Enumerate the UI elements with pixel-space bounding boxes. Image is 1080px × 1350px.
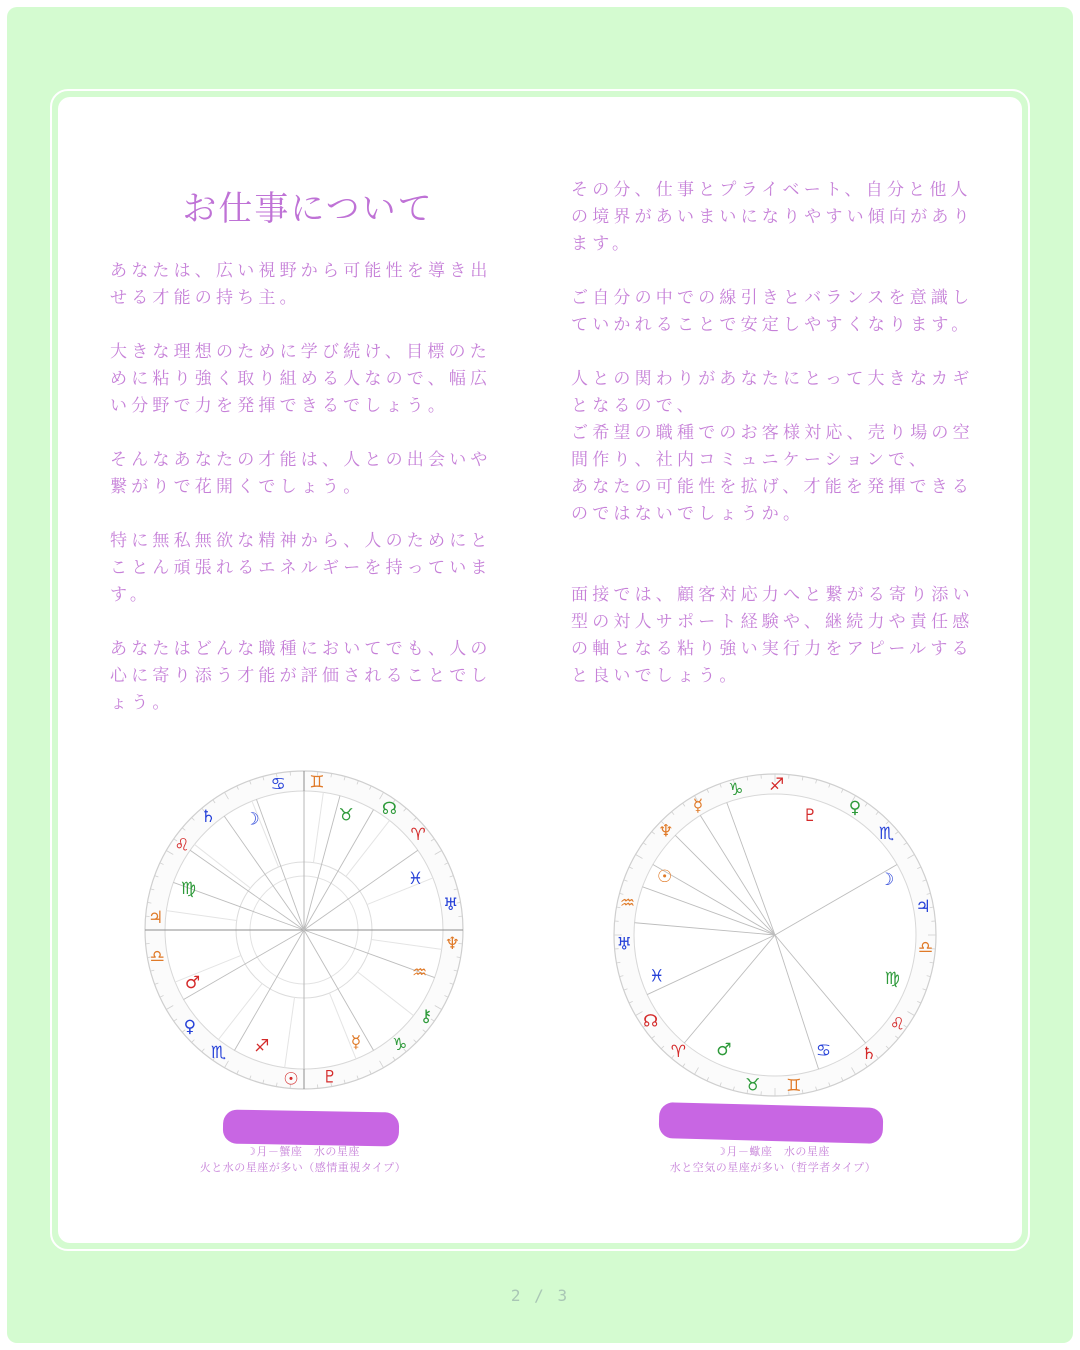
zodiac-glyph-icon: ☿ [692,796,704,817]
zodiac-glyph-icon: ♑ [728,780,744,801]
paragraph: 人との関わりがあなたにとって大きなカギとなるので、 ご希望の職種でのお客様対応、売り場の空間作り、社内コミュニケーションで、 あなたの可能性を拡げ、才能を発揮できるのではないでしょうか。 [571,369,974,524]
zodiac-glyph-icon: ♇ [322,1067,338,1088]
zodiac-glyph-icon: ♍ [884,969,900,990]
paragraph: 面接では、顧客対応力へと繋がる寄り添い型の対人サポート経験や、継続力や責任感の軸となる粘り強い実行力をアピールすると良いでしょう。 [571,585,974,686]
zodiac-glyph-icon: ♌ [889,1014,905,1035]
zodiac-glyph-icon: ♈ [670,1042,687,1063]
zodiac-glyph-icon: ♎ [149,946,165,967]
zodiac-glyph-icon: ♑ [392,1035,408,1056]
zodiac-glyph-icon: ♃ [147,908,164,929]
page-total: 3 [557,1286,570,1305]
zodiac-glyph-icon: ♅ [616,934,632,955]
paragraph: その分、仕事とプライベート、自分と他人の境界があいまいになりやすい傾向があります。 [571,180,974,254]
zodiac-glyph-icon: ♊ [309,772,325,793]
content-card [58,97,1022,1243]
zodiac-glyph-icon: ♈ [410,825,426,846]
page-current: 2 [510,1286,523,1305]
chart-caption [158,1144,448,1176]
zodiac-glyph-icon: ⚷ [419,1006,433,1027]
page-separator: / [534,1286,546,1305]
zodiac-glyph-icon: ♊ [786,1075,802,1096]
zodiac-glyph-icon: ♀ [848,797,862,818]
zodiac-glyph-icon: ♂ [716,1040,732,1061]
zodiac-glyph-icon: ♇ [802,806,818,827]
pagination [440,1286,640,1305]
zodiac-glyph-icon: ♒ [619,893,636,914]
zodiac-glyph-icon: ♋ [815,1041,832,1062]
zodiac-glyph-icon: ♅ [443,895,459,916]
zodiac-glyph-icon: ♀ [183,1016,197,1037]
right-column [571,177,981,717]
zodiac-glyph-icon: ☊ [381,798,398,819]
zodiac-glyph-icon: ♉ [338,805,354,826]
zodiac-glyph-icon: ♋ [270,774,286,795]
zodiac-glyph-icon: ♍ [180,878,197,899]
zodiac-glyph-icon: ♉ [745,1075,761,1096]
zodiac-glyph-icon: ♆ [444,933,461,954]
zodiac-glyph-icon: ♎ [917,938,934,959]
zodiac-glyph-icon: ♏ [878,824,895,845]
zodiac-glyph-icon: ♓ [407,869,424,890]
paragraph: 特に無私無欲な精神から、人のためにとことん頑張れるエネルギーを持っています。 [110,531,492,605]
zodiac-glyph-icon: ☽ [244,809,260,830]
zodiac-glyph-icon: ☊ [643,1011,659,1032]
zodiac-glyph-icon: ☿ [350,1032,362,1053]
zodiac-glyph-icon: ♄ [861,1044,877,1065]
zodiac-glyph-icon: ♆ [658,821,674,842]
zodiac-glyph-icon: ☉ [283,1069,299,1090]
caption-line: 火と水の星座が多い（感情重視タイプ） [199,1161,407,1174]
zodiac-glyph-icon: ♐ [769,775,785,796]
natal-chart-wheel [141,767,467,1093]
zodiac-glyph-icon: ♃ [915,896,931,917]
caption-line: 水と空気の星座が多い（哲学者タイプ） [669,1161,877,1174]
zodiac-glyph-icon: ♂ [184,972,201,993]
zodiac-glyph-icon: ♏ [210,1043,227,1064]
zodiac-glyph-icon: ♌ [174,835,190,856]
zodiac-glyph-icon: ♐ [254,1036,270,1057]
paragraph: あなたは、広い視野から可能性を導き出せる才能の持ち主。 [110,261,492,308]
natal-chart-wheel [610,770,940,1100]
caption-line: ☽月－蟹座 水の星座 [246,1145,360,1158]
redaction-scribble [223,1109,400,1146]
paragraph: ご自分の中での線引きとバランスを意識していかれることで安定しやすくなります。 [571,288,974,335]
zodiac-glyph-icon: ♒ [411,963,428,984]
caption-line: ☽月－蠍座 水の星座 [716,1145,830,1158]
chart-caption [628,1144,918,1176]
zodiac-glyph-icon: ☽ [879,869,895,890]
zodiac-glyph-icon: ☉ [657,867,673,888]
left-column [110,258,510,744]
paragraph: そんなあなたの才能は、人との出会いや繋がりで花開くでしょう。 [110,450,492,497]
paragraph: 大きな理想のために学び続け、目標のために粘り強く取り組める人なので、幅広い分野で力を発揮できるでしょう。 [110,342,492,416]
page-title: お仕事について [182,189,434,229]
paragraph: あなたはどんな職種においてでも、人の心に寄り添う才能が評価されることでしょう。 [110,639,492,713]
redaction-scribble [659,1102,884,1144]
zodiac-glyph-icon: ♄ [200,806,216,827]
zodiac-glyph-icon: ♓ [649,966,665,987]
